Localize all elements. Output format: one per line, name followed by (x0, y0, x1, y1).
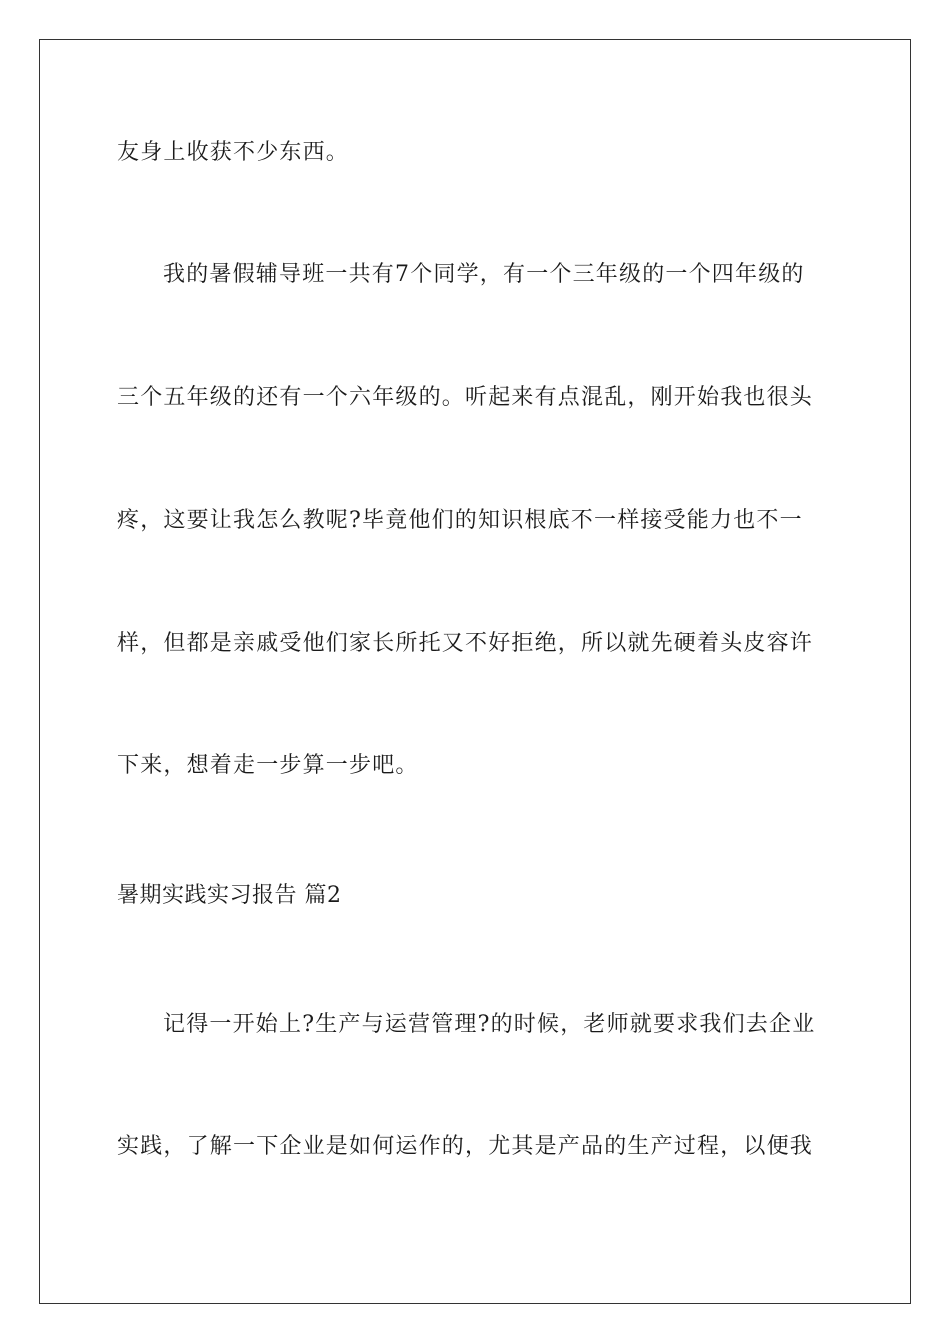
paragraph-line: 下来，想着走一步算一步吧。 (117, 753, 419, 778)
paragraph-line: 记得一开始上?生产与运营管理?的时候，老师就要求我们去企业 (163, 1012, 816, 1037)
page-border (39, 39, 911, 1304)
paragraph-line: 我的暑假辅导班一共有7个同学，有一个三年级的一个四年级的 (163, 262, 805, 287)
paragraph-line: 友身上收获不少东西。 (117, 140, 350, 165)
paragraph-line: 样，但都是亲戚受他们家长所托又不好拒绝，所以就先硬着头皮容许 (117, 631, 814, 656)
section-heading: 暑期实践实习报告 篇2 (117, 883, 342, 908)
paragraph-line: 实践，了解一下企业是如何运作的，尤其是产品的生产过程，以便我 (117, 1134, 814, 1159)
paragraph-line: 三个五年级的还有一个六年级的。听起来有点混乱，刚开始我也很头 (117, 385, 814, 410)
paragraph-line: 疼，这要让我怎么教呢?毕竟他们的知识根底不一样接受能力也不一 (117, 508, 803, 533)
